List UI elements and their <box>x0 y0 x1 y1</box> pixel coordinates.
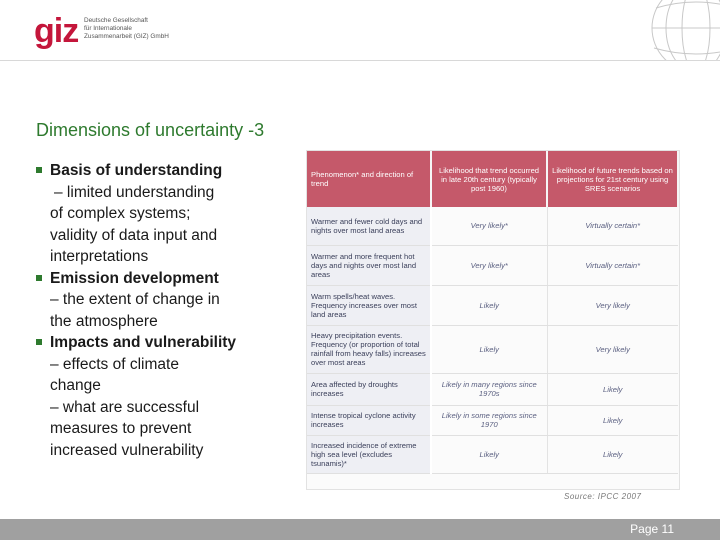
bullet-line: – the extent of change in <box>50 291 220 308</box>
table-cell: Intense tropical cyclone activity increases <box>307 405 431 435</box>
bullet-line: – limited understanding <box>54 183 215 201</box>
table-row <box>307 435 678 473</box>
table-row <box>307 245 678 285</box>
ipcc-table-image <box>306 150 680 490</box>
giz-logo-text <box>84 17 169 41</box>
bullet-heading: Emission development <box>50 269 219 287</box>
table-row <box>307 207 678 245</box>
table-cell: Likely <box>431 285 547 325</box>
table-cell: Likely <box>431 325 547 373</box>
bullet-item <box>36 268 298 333</box>
bullet-line: – what are successful <box>50 398 200 416</box>
table-cell: Likely <box>547 373 678 405</box>
bullet-item <box>36 332 298 461</box>
table-cell: Warmer and more frequent hot days and nights over most land areas <box>307 245 431 285</box>
table-cell: Very likely* <box>431 207 547 245</box>
bullet-line: – effects of climate <box>50 355 179 373</box>
table-cell: Warmer and fewer cold days and nights over most land areas <box>307 207 431 245</box>
table-header-cell: Phenomenon* and direction of trend <box>307 151 431 207</box>
slide-title: Dimensions of uncertainty -3 <box>36 120 265 140</box>
slide-header <box>0 0 720 60</box>
bullet-line: interpretations <box>50 248 149 265</box>
bullet-line: of complex systems; <box>50 205 191 222</box>
bullet-item <box>36 160 298 268</box>
bullet-line: validity of data input and <box>50 226 218 244</box>
bullet-heading: Basis of understanding <box>50 162 223 179</box>
bullet-marker-icon <box>36 275 42 281</box>
logo-line-1: Deutsche Gesellschaft <box>84 17 148 24</box>
table-cell: Very likely* <box>431 245 547 285</box>
globe-icon <box>632 0 720 60</box>
ipcc-table <box>307 151 679 474</box>
table-header-cell: Likelihood of future trends based on projections for 21st century using SRES scenarios <box>547 151 678 207</box>
page-number: Page 11 <box>630 522 674 536</box>
logo-line-3: Zusammenarbeit (GIZ) GmbH <box>84 33 169 40</box>
table-cell: Very likely <box>547 285 678 325</box>
bullet-list <box>36 160 298 461</box>
bullet-line: the atmosphere <box>50 312 158 330</box>
table-row <box>307 405 678 435</box>
bullet-line: measures to prevent <box>50 420 192 437</box>
header-divider <box>0 60 720 61</box>
table-header-cell: Likelihood that trend occurred in late 20th century (typically post 1960) <box>431 151 547 207</box>
bullet-marker-icon <box>36 167 42 173</box>
table-row <box>307 285 678 325</box>
giz-logo: giz <box>34 12 79 50</box>
source-caption: Source: IPCC 2007 <box>564 492 642 501</box>
table-cell: Increased incidence of extreme high sea level (excludes tsunamis)* <box>307 435 431 473</box>
table-cell: Virtually certain* <box>547 207 678 245</box>
table-cell: Likely <box>431 435 547 473</box>
table-row <box>307 373 678 405</box>
footer-bar <box>0 519 720 540</box>
bullet-line: increased vulnerability <box>50 441 204 459</box>
table-cell: Area affected by droughts increases <box>307 373 431 405</box>
table-cell: Likely in many regions since 1970s <box>431 373 547 405</box>
table-cell: Very likely <box>547 325 678 373</box>
table-cell: Likely in some regions since 1970 <box>431 405 547 435</box>
table-cell: Likely <box>547 435 678 473</box>
logo-line-2: für Internationale <box>84 25 132 32</box>
bullet-marker-icon <box>36 339 42 345</box>
table-cell: Virtually certain* <box>547 245 678 285</box>
table-cell: Heavy precipitation events. Frequency (or proportion of total rainfall from heavy falls) increases over most areas <box>307 325 431 373</box>
bullet-line: change <box>50 377 101 394</box>
bullet-heading: Impacts and vulnerability <box>50 334 237 351</box>
table-cell: Likely <box>547 405 678 435</box>
table-cell: Warm spells/heat waves. Frequency increases over most land areas <box>307 285 431 325</box>
table-row <box>307 325 678 373</box>
